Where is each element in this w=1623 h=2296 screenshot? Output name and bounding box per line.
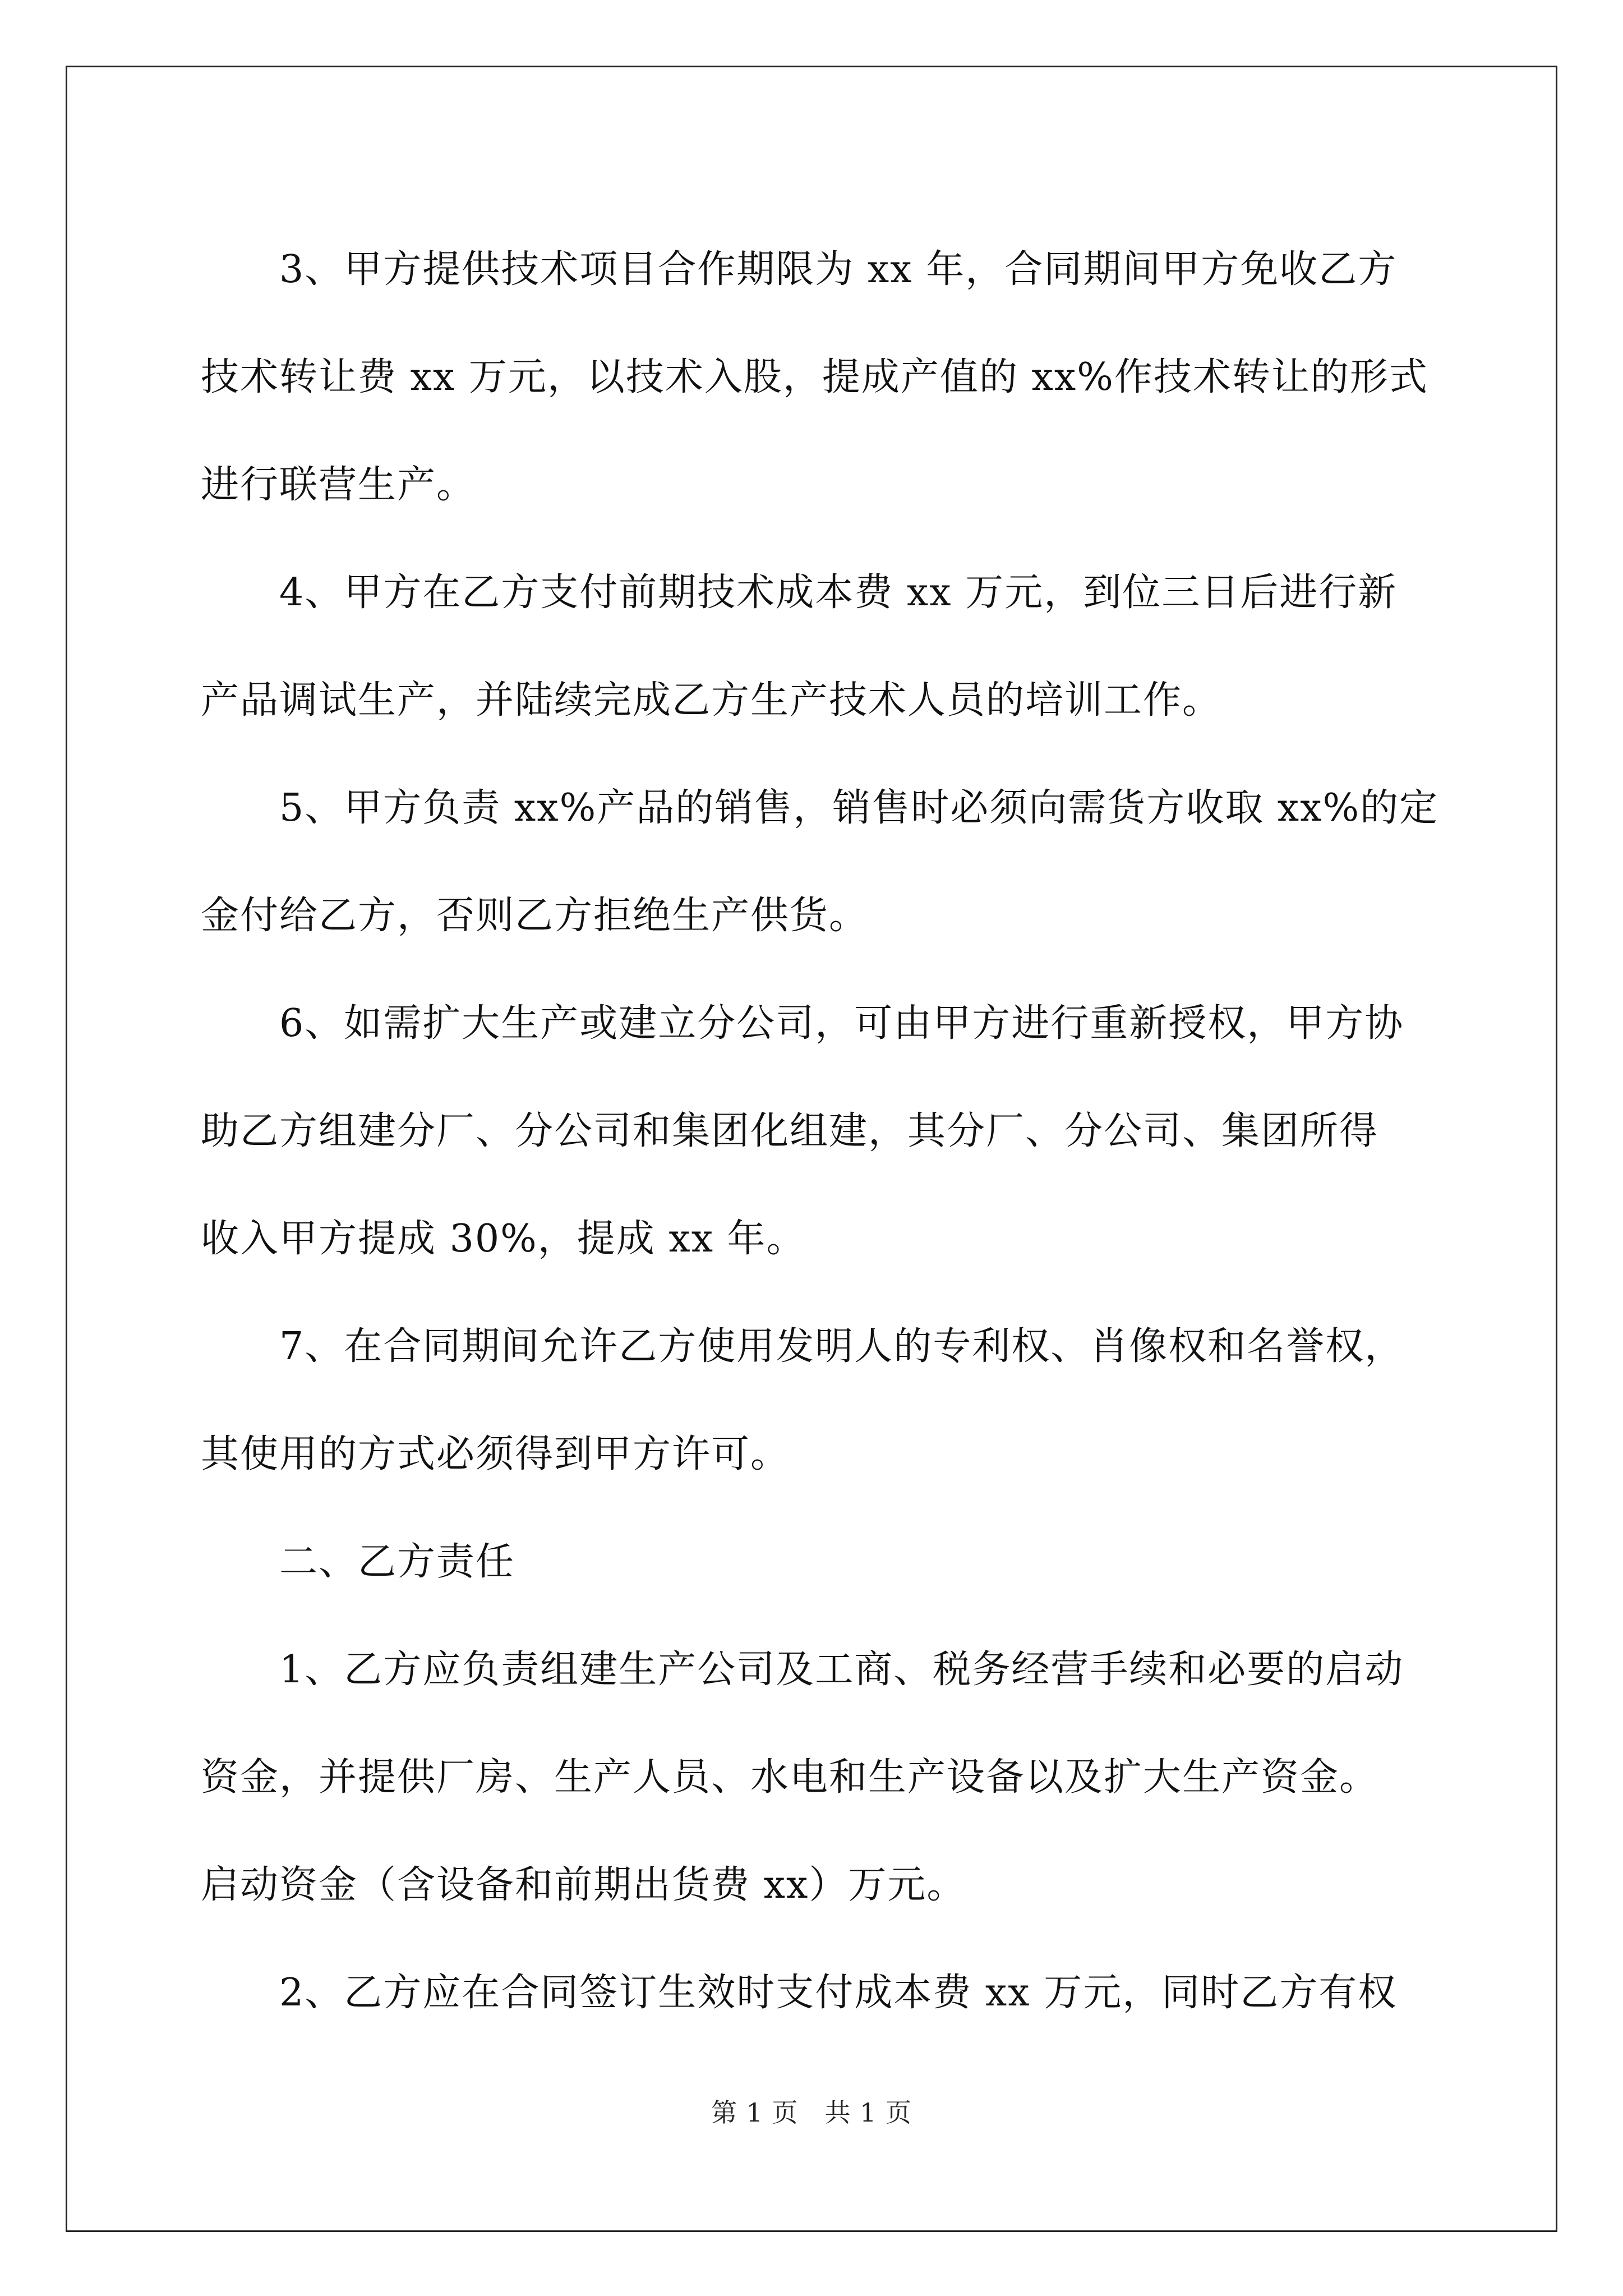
paragraph-line: 5、甲方负责 xx%产品的销售，销售时必须向需货方收取 xx%的定 bbox=[279, 786, 1439, 830]
section-heading: 二、乙方责任 bbox=[279, 1540, 515, 1584]
paragraph-line: 4、甲方在乙方支付前期技术成本费 xx 万元，到位三日后进行新 bbox=[279, 570, 1398, 615]
paragraph-clause-3 bbox=[201, 216, 1435, 539]
paragraph-line: 金付给乙方，否则乙方拒绝生产供货。 bbox=[201, 894, 869, 938]
paragraph-line: 3、甲方提供技术项目合作期限为 xx 年，合同期间甲方免收乙方 bbox=[279, 247, 1398, 292]
paragraph-line: 产品调试生产，并陆续完成乙方生产技术人员的培训工作。 bbox=[201, 678, 1222, 723]
paragraph-line: 技术转让费 xx 万元，以技术入股，提成产值的 xx%作技术转让的形式 bbox=[201, 355, 1428, 399]
paragraph-line: 2、乙方应在合同签订生效时支付成本费 xx 万元，同时乙方有权 bbox=[279, 1971, 1398, 2015]
paragraph-line: 7、在合同期间允许乙方使用发明人的专利权、肖像权和名誉权， bbox=[279, 1324, 1404, 1369]
document-body bbox=[201, 216, 1439, 2047]
paragraph-line: 资金，并提供厂房、生产人员、水电和生产设备以及扩大生产资金。 bbox=[201, 1755, 1379, 1800]
paragraph-party-b-clause-2 bbox=[201, 1939, 1435, 2047]
page-number-footer: 第 1 页 共 1 页 bbox=[711, 2097, 912, 2128]
paragraph-line: 收入甲方提成 30%，提成 xx 年。 bbox=[201, 1217, 806, 1261]
paragraph-party-b-clause-1 bbox=[201, 1616, 1435, 1939]
paragraph-clause-6 bbox=[201, 970, 1435, 1293]
paragraph-clause-4 bbox=[201, 539, 1435, 754]
paragraph-clause-7 bbox=[201, 1293, 1435, 1508]
paragraph-line: 其使用的方式必须得到甲方许可。 bbox=[201, 1432, 790, 1476]
paragraph-line: 启动资金（含设备和前期出货费 xx）万元。 bbox=[201, 1863, 966, 1907]
paragraph-line: 6、如需扩大生产或建立分公司，可由甲方进行重新授权，甲方协 bbox=[279, 1001, 1404, 1046]
paragraph-line: 助乙方组建分厂、分公司和集团化组建，其分厂、分公司、集团所得 bbox=[201, 1109, 1379, 1153]
section-heading-party-b bbox=[201, 1508, 1435, 1616]
paragraph-line: 1、乙方应负责组建生产公司及工商、税务经营手续和必要的启动 bbox=[279, 1648, 1404, 1692]
paragraph-clause-5 bbox=[201, 754, 1439, 970]
paragraph-line: 进行联营生产。 bbox=[201, 463, 476, 507]
